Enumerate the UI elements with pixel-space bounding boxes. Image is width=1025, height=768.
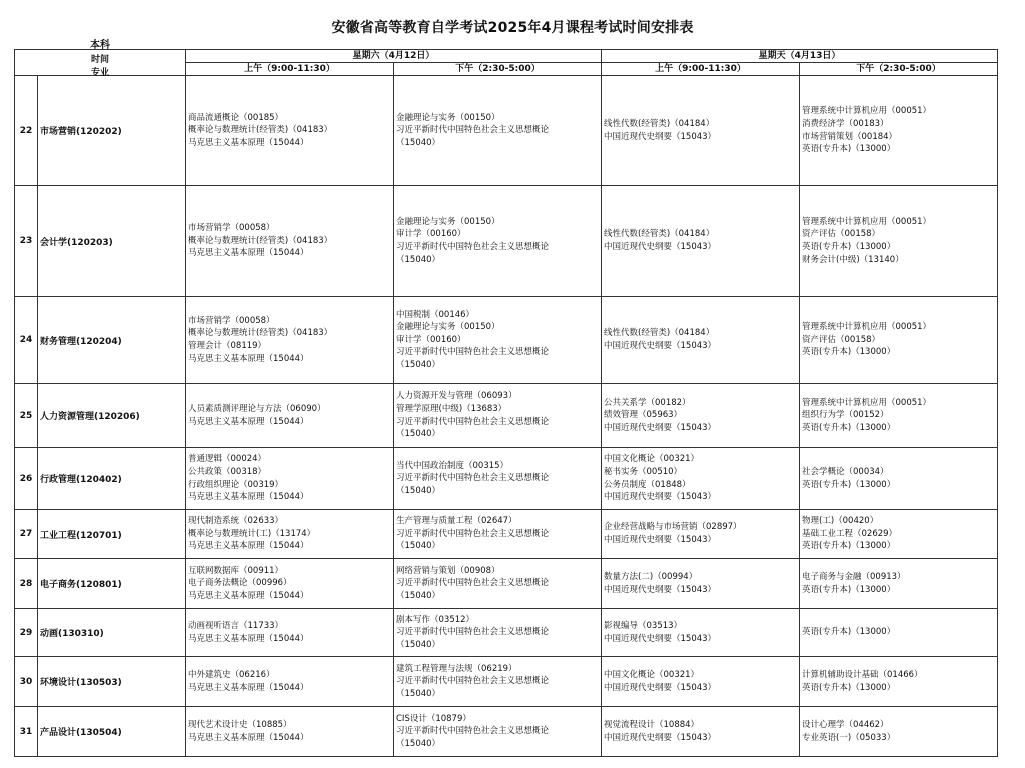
course-entry: （15040） [396,429,441,440]
cell-sun-pm [800,657,998,707]
course-entry: 基础工业工程（02629） [802,528,898,539]
course-entry: 习近平新时代中国特色社会主义思想概论 [396,578,550,589]
course-entry: 生产管理与质量工程（02647） [396,516,517,527]
table-row [15,297,998,384]
course-entry: 中国近现代史纲要（15043） [604,633,717,644]
course-entry: 公共政策（00318） [188,466,267,477]
cell-sat-am [186,76,394,186]
course-entry: 剧本写作（03512） [396,614,475,625]
course-entry: 人力资源开发与管理（06093） [396,391,517,402]
cell-sat-pm [394,297,602,384]
cell-sat-am [186,559,394,609]
course-entry: 英语(专升本)（13000） [802,242,896,252]
row-number: 22 [15,76,38,186]
course-entry: 中国近现代史纲要（15043） [604,422,717,433]
row-number: 23 [15,186,38,297]
day-saturday: 星期六（4月12日） [186,50,602,63]
course-entry: 习近平新时代中国特色社会主义思想概论 [396,416,550,427]
course-entry: 公务员制度（01848） [604,479,691,490]
cell-sat-pm [394,384,602,448]
cell-sun-am [602,707,800,757]
course-entry: 影视编导（03513） [604,620,683,631]
major-name: 财务管理(120204) [38,297,186,384]
major-name: 会计学(120203) [38,186,186,297]
course-entry: 马克思主义基本原理（15044） [188,137,309,148]
course-entry: 习近平新时代中国特色社会主义思想概论 [396,627,550,638]
course-entry: 秘书实务（00510） [604,466,683,477]
table-row [15,448,998,510]
course-entry: 市场营销学（00058） [188,223,275,234]
course-entry: 商品流通概论（00185） [188,112,284,123]
exam-schedule-table [14,40,998,757]
row-number: 25 [15,384,38,448]
course-entry: 现代制造系统（02633） [188,516,284,527]
cell-sun-pm [800,76,998,186]
cell-sat-am [186,448,394,510]
course-entry: （15040） [396,541,441,552]
cell-sat-pm [394,510,602,559]
course-entry: 马克思主义基本原理（15044） [188,541,309,552]
course-entry: （15040） [396,137,441,148]
cell-sat-am [186,384,394,448]
course-entry: 普通逻辑（00024） [188,454,267,465]
course-entry: 线性代数(经管类)（04184） [604,118,715,129]
course-entry: 马克思主义基本原理（15044） [188,492,309,503]
major-name: 人力资源管理(120206) [38,384,186,448]
course-entry: 人员素质测评理论与方法（06090） [188,403,326,414]
course-entry: 中国近现代史纲要（15043） [604,535,717,545]
cell-sun-am [602,186,800,297]
course-entry: 中国近现代史纲要（15043） [604,242,717,252]
table-row [15,510,998,559]
corner-time: 时间 [90,55,109,65]
course-entry: 视觉流程设计（10884） [604,719,700,730]
course-entry: 管理系统中计算机应用（00051） [802,322,932,333]
cell-sat-pm [394,657,602,707]
course-entry: 习近平新时代中国特色社会主义思想概论 [396,528,550,539]
course-entry: 中国近现代史纲要（15043） [604,584,717,595]
course-entry: 英语(专升本)（13000） [802,627,896,638]
course-entry: 金融理论与实务（00150） [396,112,500,123]
major-name: 行政管理(120402) [38,448,186,510]
cell-sat-pm [394,448,602,510]
cell-sat-pm [394,76,602,186]
course-entry: 英语(专升本)（13000） [802,422,896,433]
course-entry: 线性代数(经管类)（04184） [604,328,715,339]
course-entry: 企业经营战略与市场营销（02897） [604,522,742,533]
major-name: 产品设计(130504) [38,707,186,757]
cell-sat-am [186,707,394,757]
course-entry: 电子商务与金融（00913） [802,571,906,582]
row-number: 26 [15,448,38,510]
corner-major: 专业 [90,68,109,78]
table-row [15,384,998,448]
course-entry: 概率论与数理统计(经管类)（04183） [188,328,333,339]
course-entry: 概率论与数理统计(经管类)（04183） [188,235,333,246]
cell-sun-am [602,384,800,448]
cell-sun-pm [800,384,998,448]
table-row [15,76,998,186]
cell-sun-am [602,448,800,510]
course-entry: 专业英语(一)（05033） [802,732,896,743]
corner-level: 本科 [90,40,110,51]
table-row [15,609,998,657]
course-entry: 马克思主义基本原理（15044） [188,590,309,601]
cell-sun-pm [800,297,998,384]
course-entry: 审计学（00160） [396,229,466,240]
cell-sat-am [186,609,394,657]
course-entry: （15040） [396,688,441,699]
table-row [15,559,998,609]
header-row-days [15,50,998,63]
cell-sun-pm [800,448,998,510]
session-sat-am: 上午（9:00-11:30） [186,63,394,76]
cell-sun-am [602,510,800,559]
course-entry: （15040） [396,254,441,265]
major-name: 电子商务(120801) [38,559,186,609]
course-entry: （15040） [396,590,441,601]
cell-sun-am [602,609,800,657]
course-entry: 管理系统中计算机应用（00051） [802,216,932,227]
course-entry: 马克思主义基本原理（15044） [188,732,309,743]
table-row [15,186,998,297]
course-entry: 资产评估（00158） [802,334,881,345]
cell-sun-pm [800,609,998,657]
course-entry: 英语(专升本)（13000） [802,347,896,358]
course-entry: 消费经济学（00183） [802,118,889,129]
course-entry: 线性代数(经管类)（04184） [604,229,715,240]
course-entry: 金融理论与实务（00150） [396,322,500,333]
course-entry: 英语(专升本)（13000） [802,682,896,693]
session-sat-pm: 下午（2:30-5:00） [394,63,602,76]
course-entry: 中国近现代史纲要（15043） [604,131,717,142]
course-entry: 管理学原理(中级)（13683） [396,403,507,414]
course-entry: 审计学（00160） [396,334,466,345]
row-number: 31 [15,707,38,757]
cell-sat-pm [394,707,602,757]
course-entry: 资产评估（00158） [802,229,881,240]
corner-header [15,40,186,78]
cell-sat-pm [394,559,602,609]
course-entry: 中国近现代史纲要（15043） [604,682,717,693]
course-entry: 英语(专升本)（13000） [802,144,896,155]
course-entry: 社会学概论（00034） [802,466,889,477]
major-name: 市场营销(120202) [38,76,186,186]
row-number: 30 [15,657,38,707]
course-entry: 习近平新时代中国特色社会主义思想概论 [396,473,550,484]
cell-sun-am [602,76,800,186]
course-entry: 绩效管理（05963） [604,410,683,421]
course-entry: 中国税制（00146） [396,309,475,320]
course-entry: 英语(专升本)（13000） [802,584,896,595]
course-entry: 计算机辅助设计基础（01466） [802,669,923,680]
row-number: 28 [15,559,38,609]
course-entry: 马克思主义基本原理（15044） [188,682,309,693]
row-number: 29 [15,609,38,657]
cell-sat-am [186,186,394,297]
course-entry: CIS设计（10879） [396,713,471,724]
course-entry: 马克思主义基本原理（15044） [188,248,309,259]
course-entry: 金融理论与实务（00150） [396,216,500,227]
course-entry: 概率论与数理统计(工)（13174） [188,528,316,539]
course-entry: 电子商务法概论（00996） [188,578,292,589]
course-entry: 设计心理学（04462） [802,719,889,730]
course-entry: 行政组织理论（00319） [188,479,284,490]
course-entry: 英语(专升本)（13000） [802,479,896,490]
cell-sat-pm [394,609,602,657]
major-name: 环境设计(130503) [38,657,186,707]
course-entry: 管理系统中计算机应用（00051） [802,397,932,408]
course-entry: 财务会计(中级)（13140） [802,254,904,265]
major-name: 工业工程(120701) [38,510,186,559]
course-entry: 中国近现代史纲要（15043） [604,732,717,743]
course-entry: 中国近现代史纲要（15043） [604,492,717,503]
course-entry: 中外建筑史（06216） [188,669,275,680]
course-entry: 习近平新时代中国特色社会主义思想概论 [396,676,550,687]
course-entry: （15040） [396,359,441,370]
row-number: 24 [15,297,38,384]
row-number: 27 [15,510,38,559]
course-entry: 习近平新时代中国特色社会主义思想概论 [396,726,550,737]
cell-sat-pm [394,186,602,297]
cell-sat-am [186,657,394,707]
course-entry: 公共关系学（00182） [604,397,691,408]
cell-sun-am [602,559,800,609]
course-entry: （15040） [396,485,441,496]
course-entry: 当代中国政治制度（00315） [396,460,509,471]
cell-sun-pm [800,510,998,559]
course-entry: 建筑工程管理与法规（06219） [396,663,517,674]
course-entry: 互联网数据库（00911） [188,565,284,576]
course-entry: 习近平新时代中国特色社会主义思想概论 [396,125,550,136]
session-sun-pm: 下午（2:30-5:00） [800,63,998,76]
page-title: 安徽省高等教育自学考试2025年4月课程考试时间安排表 [331,20,694,36]
major-name: 动画(130310) [38,609,186,657]
course-entry: 动画视听语言（11733） [188,620,284,631]
cell-sun-pm [800,559,998,609]
course-entry: 习近平新时代中国特色社会主义思想概论 [396,347,550,358]
course-entry: 市场营销策划（00184） [802,131,898,142]
session-sun-am: 上午（9:00-11:30） [602,63,800,76]
cell-sun-am [602,297,800,384]
table-row [15,657,998,707]
course-entry: 网络营销与策划（00908） [396,565,500,576]
course-entry: 英语(专升本)（13000） [802,541,896,552]
course-entry: 组织行为学（00152） [802,410,889,421]
course-entry: （15040） [396,738,441,749]
table-row [15,707,998,757]
course-entry: 中国文化概论（00321） [604,454,700,465]
course-entry: 现代艺术设计史（10885） [188,719,292,730]
day-sunday: 星期天（4月13日） [602,50,998,63]
course-entry: 马克思主义基本原理（15044） [188,416,309,427]
course-entry: 马克思主义基本原理（15044） [188,633,309,644]
cell-sat-am [186,297,394,384]
course-entry: 管理会计（08119） [188,341,267,351]
cell-sun-pm [800,186,998,297]
course-entry: 物理(工)（00420） [802,516,879,527]
course-entry: 中国近现代史纲要（15043） [604,341,717,351]
course-entry: 习近平新时代中国特色社会主义思想概论 [396,242,550,252]
cell-sat-am [186,510,394,559]
course-entry: （15040） [396,639,441,650]
cell-sun-pm [800,707,998,757]
course-entry: 中国文化概论（00321） [604,669,700,680]
course-entry: 管理系统中计算机应用（00051） [802,106,932,117]
course-entry: 市场营销学（00058） [188,315,275,326]
course-entry: 马克思主义基本原理（15044） [188,353,309,364]
course-entry: 概率论与数理统计(经管类)（04183） [188,125,333,136]
cell-sun-am [602,657,800,707]
course-entry: 数量方法(二)（00994） [604,571,698,582]
